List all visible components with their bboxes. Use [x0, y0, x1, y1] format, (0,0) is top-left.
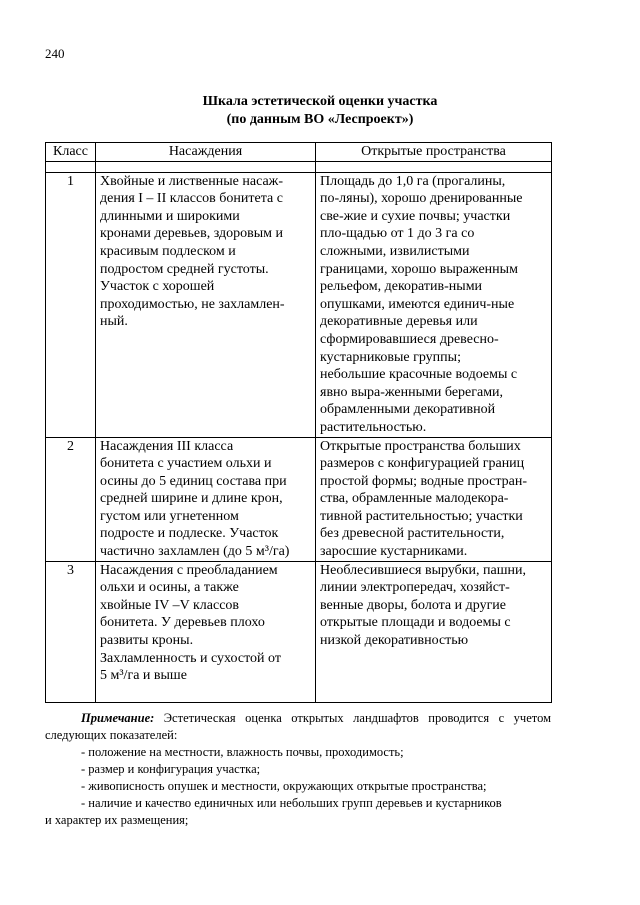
plantings-cell: Насаждения III класса бонитета с участием ольхи и осины до 5 единиц состава при средней ширине и длине крон, густом или угнетенном подросте и подлеске. Участок частично захламлен (до 5 м³/га): [96, 437, 316, 561]
page-number: 240: [45, 46, 65, 61]
note-intro: [45, 710, 551, 744]
open-spaces-cell: Необлесившиеся вырубки, пашни, линии электропередач, хозяйст- венные дворы, болота и другие открытые площади и водоемы с низкой декоративностью: [316, 561, 552, 702]
header-class: Класс: [46, 143, 96, 162]
table-spacer-row: [46, 161, 552, 172]
note-item: - наличие и качество единичных или небольших групп деревьев и кустарников: [81, 796, 502, 810]
class-cell: 2: [46, 437, 96, 561]
table-row: [46, 561, 552, 702]
note-intro-text: Эстетическая оценка открытых ландшафтов проводится с учетом следующих показателей:: [45, 711, 551, 742]
plantings-cell: Насаждения с преобладанием ольхи и осины, а также хвойные IV –V классов бонитета. У деревьев плохо развиты кроны. Захламленность и сухостой от 5 м³/га и выше: [96, 561, 316, 702]
note-item: - положение на местности, влажность почвы, проходимость;: [81, 745, 404, 759]
table-row: [46, 437, 552, 561]
table-header-row: [46, 143, 552, 162]
open-spaces-cell: Площадь до 1,0 га (прогалины, по-ляны), хорошо дренированные све-жие и сухие почвы; участки пло-щадью от 1 до 3 га со сложными, извилистыми границами, хорошо выраженным рельефом, декоратив-ными опушками, имеются единич-ные декоративные деревья или сформировавшиеся древесно- кустарниковые группы; небольшие красочные водоемы с явно выра-женными берегами, обрамленными декоративной растительностью.: [316, 172, 552, 437]
header-plantings: Насаждения: [96, 143, 316, 162]
class-cell: 1: [46, 172, 96, 437]
aesthetic-scale-table: [45, 142, 552, 703]
plantings-cell: Хвойные и лиственные насаж- дения I – II классов бонитета с длинными и широкими кронами деревьев, здоровым и красивым подлеском и подростом средней густоты. Участок с хорошей проходимостью, не захламлен- ный.: [96, 172, 316, 437]
table-subtitle: (по данным ВО «Леспроект»): [226, 112, 414, 127]
table-row: [46, 172, 552, 437]
class-cell: 3: [46, 561, 96, 702]
open-spaces-cell: Открытые пространства больших размеров с конфигурацией границ простой формы; водные простран- ства, обрамленные малодекора- тивной растительностью; участки без древесной растительности, заросшие кустарниками.: [316, 437, 552, 561]
note-block: [45, 710, 551, 829]
note-item: - размер и конфигурация участка;: [81, 762, 261, 776]
table-title: Шкала эстетической оценки участка: [202, 94, 438, 109]
note-item: - живописность опушек и местности, окружающих открытые пространства;: [81, 779, 487, 793]
header-open-spaces: Открытые пространства: [316, 143, 552, 162]
note-label: Примечание:: [81, 711, 155, 725]
note-tail: и характер их размещения;: [45, 813, 189, 827]
